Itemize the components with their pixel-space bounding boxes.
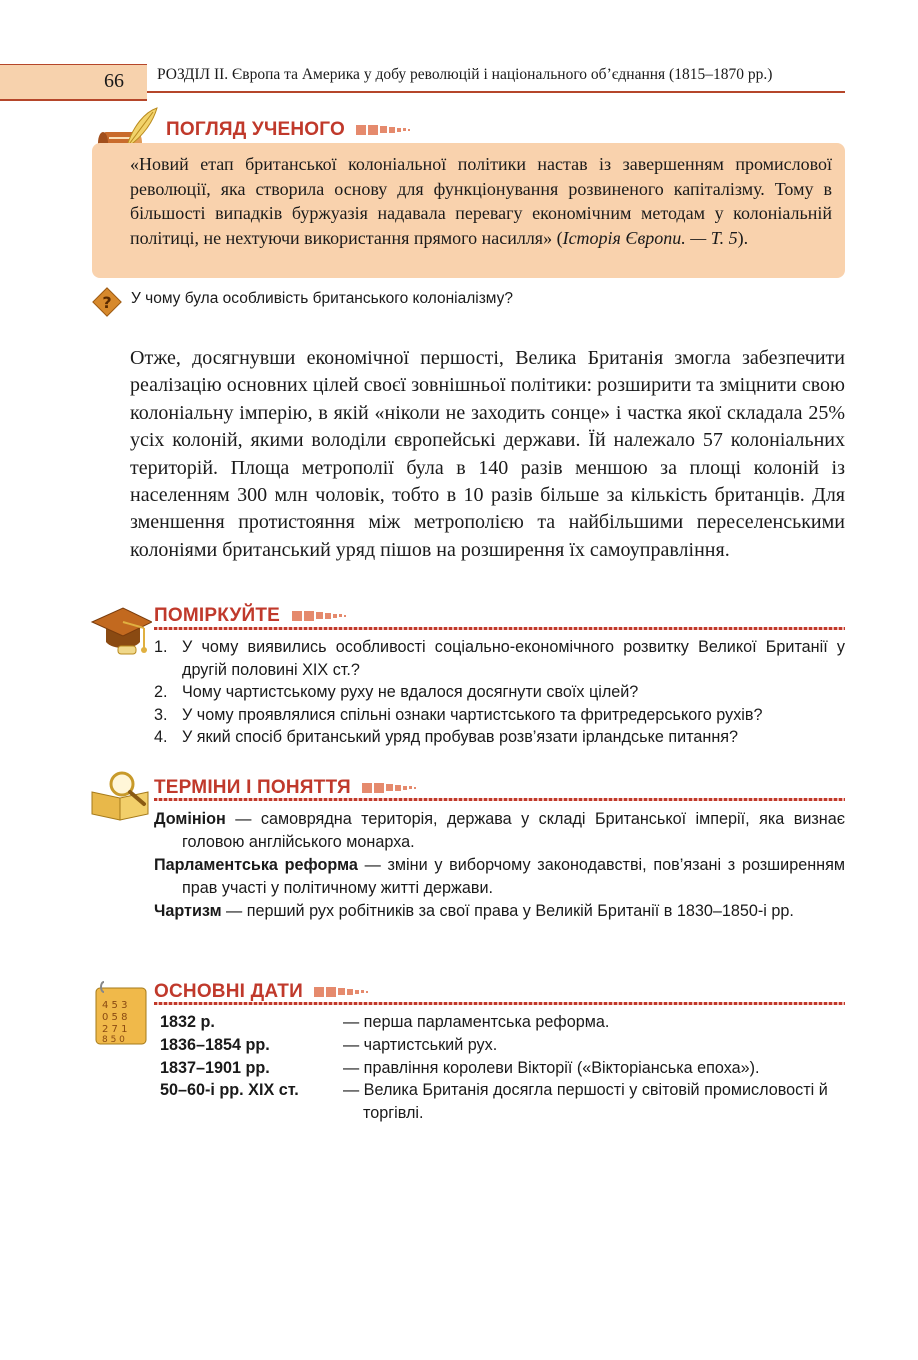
main-paragraph	[130, 345, 845, 564]
date-event: — перша парламентська реформа.	[343, 1013, 610, 1031]
list-item	[154, 681, 845, 704]
terms-rule	[154, 798, 845, 801]
list-number: 2.	[154, 683, 168, 701]
date-event: — Велика Британія досягла першості у світовій промисловості й торгівлі.	[343, 1081, 828, 1123]
scholar-view-title: ПОГЛЯД УЧЕНОГО	[166, 119, 345, 140]
date-entry	[160, 1011, 845, 1034]
running-title: РОЗДІЛ ІІ. Європа та Америка у добу революцій і національного об’єднання (1815–1870 рр.)	[157, 66, 773, 83]
term-entry	[154, 900, 845, 923]
think-list	[154, 636, 845, 749]
think-title: ПОМІРКУЙТЕ	[154, 605, 281, 626]
date-label: 50–60-і рр. XIX ст.	[160, 1081, 299, 1100]
list-text: У чому виявились особливості соціально-економічного розвитку Великої Британії у другій половині XIX ст.?	[182, 638, 845, 679]
think-rule	[154, 627, 845, 630]
main-text-content: Отже, досягнувши економічної першості, Велика Британія змогла забезпечити реалізацію основних цілей своєї зовнішньої політики: розширити та зміцнити свою колоніальну імперію, в якій «ніколи не заходить сонце» і частка якої складала 25% усіх колоній, якими володіли європейські держави. Їй належало 57 колоніальних територій. Площа метрополії була в 140 разів меншою за площі колоній із населенням 300 млн чоловік, тобто в 10 разів більше за кількість британців. Для зменшення протистояння між метрополією та найбільшими переселенськими колоніями британський уряд пішов на розширення їх самоуправління.	[130, 347, 845, 561]
header-rule	[147, 91, 845, 93]
terms-list	[154, 808, 845, 924]
term-definition: — зміни у виборчому законодавстві, пов’язані з розширенням прав участі у політичному житті держави.	[182, 856, 845, 897]
list-number: 3.	[154, 705, 168, 724]
page-number: 66	[104, 70, 124, 92]
list-item	[154, 704, 845, 727]
list-text: Чому чартистському руху не вдалося досягнути своїх цілей?	[182, 683, 639, 701]
svg-text:4 5 3: 4 5 3	[102, 1000, 128, 1011]
date-entry	[160, 1079, 845, 1125]
date-entry	[160, 1057, 845, 1080]
list-item	[154, 726, 845, 749]
quote-body: «Новий етап британської колоніальної політики настав із завершенням промислової революції, яка створила основу для функціонування розвиненого капіталізму. Тому в більшості випадків буржуазія надавала перевагу економічним методам у колоніальній політиці, не нехтуючи використання прямого насилля» (	[130, 154, 832, 248]
list-number: 1.	[154, 638, 168, 656]
main-text	[130, 345, 845, 564]
ornament-icon	[362, 783, 416, 793]
scholar-question: У чому була особливість британського колоніалізму?	[131, 290, 514, 307]
date-event: — правління королеви Вікторії («Вікторіанська епоха»).	[343, 1058, 760, 1077]
term-name: Домініон	[154, 810, 226, 828]
scholar-quote	[130, 152, 832, 250]
ornament-icon	[292, 611, 346, 621]
page-number-tab	[0, 64, 147, 101]
svg-text:8 5 0: 8 5 0	[102, 1035, 125, 1045]
date-label: 1832 р.	[160, 1013, 215, 1031]
term-entry	[154, 808, 845, 853]
dates-title: ОСНОВНІ ДАТИ	[154, 981, 303, 1002]
dates-rule	[154, 1002, 845, 1005]
term-name: Парламентська реформа	[154, 856, 358, 874]
quote-source: Історія Європи. — Т. 5	[562, 227, 738, 248]
ornament-icon	[314, 987, 368, 997]
svg-text:2 7 1: 2 7 1	[102, 1024, 128, 1035]
svg-text:?: ?	[102, 293, 112, 312]
term-definition: — самоврядна територія, держава у складі Британської імперії, яка визнає головою англійського монарха.	[182, 810, 845, 851]
term-entry	[154, 854, 845, 899]
graduation-cap-icon	[90, 602, 152, 658]
book-magnifier-icon	[90, 770, 152, 822]
dates-list	[160, 1011, 845, 1125]
list-text: У чому проявлялися спільні ознаки чартистського та фритредерського рухів?	[182, 705, 763, 724]
term-definition: — перший рух робітників за свої права у Великій Британії в 1830–1850-і рр.	[221, 902, 794, 920]
dates-heading	[154, 981, 368, 1003]
scholar-view-heading	[166, 119, 410, 141]
svg-text:0 5 8: 0 5 8	[102, 1012, 128, 1023]
date-label: 1837–1901 рр.	[160, 1058, 270, 1077]
list-item	[154, 636, 845, 681]
terms-title: ТЕРМІНИ І ПОНЯТТЯ	[154, 777, 351, 798]
ornament-icon	[356, 125, 410, 135]
date-label: 1836–1854 рр.	[160, 1035, 270, 1054]
calendar-numbers-icon	[90, 980, 152, 1048]
date-entry	[160, 1034, 845, 1057]
quote-closing: ).	[737, 227, 749, 248]
date-event: — чартистський рух.	[343, 1035, 498, 1054]
question-diamond-icon	[92, 287, 122, 317]
think-heading	[154, 605, 346, 627]
list-text: У який спосіб британський уряд пробував розв’язати ірландське питання?	[182, 728, 739, 746]
terms-heading	[154, 777, 416, 799]
term-name: Чартизм	[154, 902, 222, 920]
list-number: 4.	[154, 728, 168, 746]
